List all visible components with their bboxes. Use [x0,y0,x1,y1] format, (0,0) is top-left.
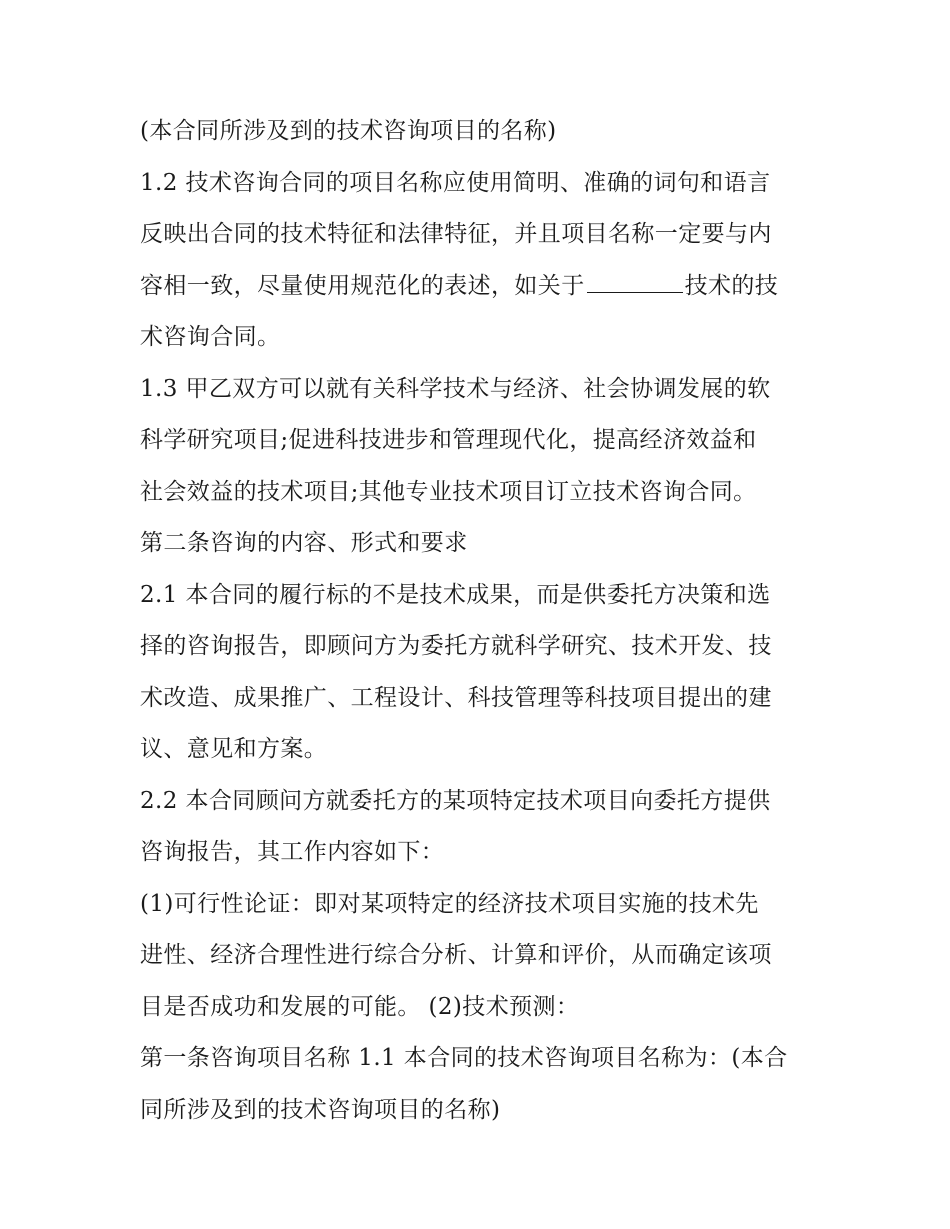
section-heading: 第二条咨询的内容、形式和要求 [140,530,468,556]
text-line: 咨询报告，其工作内容如下： [140,839,445,865]
text-line: 2.2 本合同顾问方就委托方的某项特定技术项目向委托方提供 [140,787,771,814]
text-line: 择的咨询报告，即顾问方为委托方就科学研究、技术开发、技 [140,633,772,659]
text-line: (1)可行性论证：即对某项特定的经济技术项目实施的技术先 [140,890,759,917]
text-line: (本合同所涉及到的技术咨询项目的名称) [140,118,557,144]
text-segment: 技术的技 [684,272,779,299]
text-line: 1.2 技术咨询合同的项目名称应使用简明、准确的词句和语言 [140,169,771,196]
text-line: 1.3 甲乙双方可以就有关科学技术与经济、社会协调发展的软 [140,375,771,402]
text-line-with-blank [140,261,830,313]
text-line: 术改造、成果推广、工程设计、科技管理等科技项目提出的建 [140,684,772,711]
text-line: 进性、经济合理性进行综合分析、计算和评价，从而确定该项 [140,942,772,968]
text-line: 同所涉及到的技术咨询项目的名称) [140,1096,501,1123]
fill-in-blank [587,262,683,293]
text-segment: 容相一致，尽量使用规范化的表述，如关于 [140,272,585,299]
text-line: 目是否成功和发展的可能。 (2)技术预测： [140,993,580,1020]
document-body [140,106,830,1136]
text-line: 术咨询合同。 [140,324,281,350]
text-line: 反映出合同的技术特征和法律特征，并且项目名称一定要与内 [140,221,772,247]
text-line: 科学研究项目;促进科技进步和管理现代化，提高经济效益和 [140,427,757,453]
text-line: 2.1 本合同的履行标的不是技术成果，而是供委托方决策和选 [140,581,771,608]
text-line: 议、意见和方案。 [140,736,328,762]
text-line: 社会效益的技术项目;其他专业技术项目订立技术咨询合同。 [140,478,757,505]
text-line: 第一条咨询项目名称 1.1 本合同的技术咨询项目名称为：(本合 [140,1045,788,1071]
